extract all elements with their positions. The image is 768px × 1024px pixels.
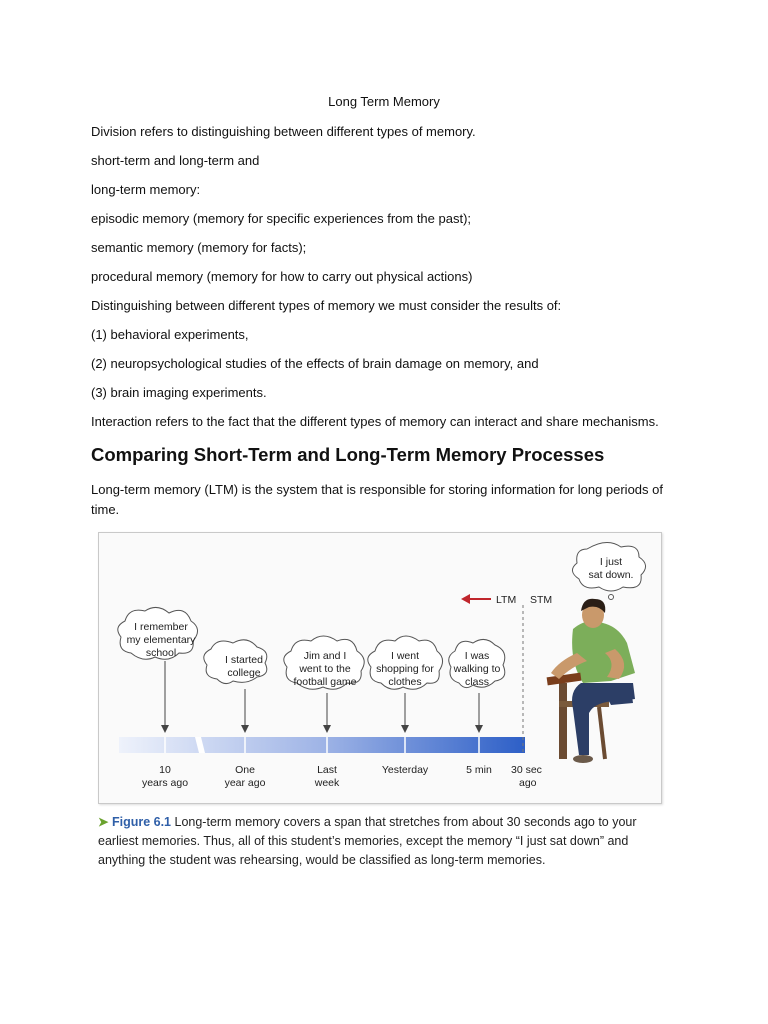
timeline-illustration [99,533,661,803]
caption-arrow-icon: ➤ [98,815,109,829]
cloud-line: clothes [388,676,422,688]
cloud-line: I started [225,654,263,666]
cloud-line: I went [390,650,420,662]
figure-caption [98,813,658,870]
memory-cloud [449,639,505,733]
cloud-line: shopping for [376,663,434,675]
speech-bubble-line: sat down. [588,569,634,581]
paragraph: long-term memory: [91,182,201,197]
memory-cloud [284,636,364,733]
cloud-line: went to the [299,663,351,675]
paragraph: (1) behavioral experiments, [91,327,249,342]
ltm-arrowhead-icon [461,594,470,604]
paragraph: procedural memory (memory for how to carry out physical actions) [91,269,473,284]
timeline-bar [119,737,525,753]
stm-label: STM [530,594,553,606]
timeline-label: Yesterday [381,764,429,776]
timeline-label: week [314,777,340,789]
paragraph: Division refers to distinguishing between different types of memory. [91,124,476,139]
timeline-label: 10 [159,764,171,776]
speech-bubble-line: I just [599,556,623,568]
memory-cloud [204,640,267,733]
paragraph: (3) brain imaging experiments. [91,385,267,400]
caption-text: Long-term memory covers a span that stretches from about 30 seconds ago to your earliest memories. Thus, all of this student’s memories, except the memory “I just sat down” and anything the student was rehearsing, would be classified as long-term memories. [98,815,637,867]
student-illustration [547,599,635,763]
speech-bubble-tail [609,595,614,600]
cloud-line: school [145,647,177,659]
timeline-label: 30 sec [511,764,542,776]
memory-cloud [368,636,443,733]
figure-6-1 [98,532,662,804]
cloud-line: Jim and I [303,650,347,662]
ltm-label: LTM [496,594,517,606]
timeline-label: year ago [224,777,266,789]
cloud-line: college [227,667,261,679]
timeline-label: ago [519,777,537,789]
timeline-label: One [235,764,255,776]
paragraph: episodic memory (memory for specific experiences from the past); [91,211,472,226]
timeline-label: Last [317,764,337,776]
cloud-line: I was [464,650,490,662]
caption-label: Figure 6.1 [111,815,172,829]
cloud-line: walking to [453,663,501,675]
paragraph: (2) neuropsychological studies of the effects of brain damage on memory, and [91,356,539,371]
paragraph: Distinguishing between different types of memory we must consider the results of: [91,298,562,313]
page-title: Long Term Memory [328,94,440,109]
cloud-line: class [465,676,489,688]
timeline-label: 5 min [466,764,492,776]
cloud-line: my elementary [126,634,196,646]
cloud-line: I remember [134,621,188,633]
cloud-line: football game [293,676,357,688]
paragraph: short-term and long-term and [91,153,260,168]
memory-cloud [118,607,198,733]
timeline-label: years ago [141,777,189,789]
paragraph: semantic memory (memory for facts); [91,240,307,255]
ltm-paragraph: Long-term memory (LTM) is the system that is responsible for storing information for long periods of time. [91,482,663,517]
paragraph: Interaction refers to the fact that the different types of memory can interact and share mechanisms. [91,414,659,429]
section-heading: Comparing Short-Term and Long-Term Memory Processes [91,444,605,465]
